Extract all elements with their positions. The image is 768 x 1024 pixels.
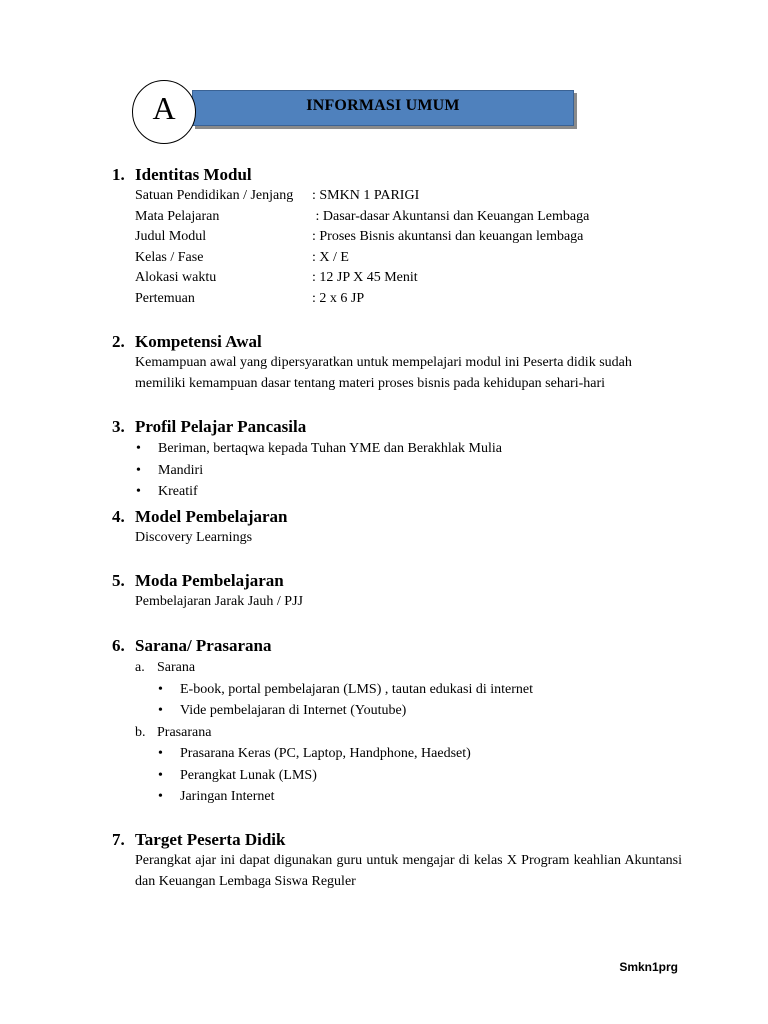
banner-letter-circle: A	[132, 80, 196, 144]
list-item-text: Perangkat Lunak (LMS)	[180, 767, 317, 783]
bullet-list	[112, 438, 682, 503]
section-number: 5.	[112, 571, 125, 590]
identity-value: : Dasar-dasar Akuntansi dan Keuangan Lembaga	[312, 208, 590, 224]
identity-key: Kelas / Fase	[135, 249, 204, 265]
list-item	[112, 679, 682, 701]
sub-heading	[135, 722, 682, 744]
section-title: Identitas Modul	[135, 165, 252, 184]
section-banner	[132, 80, 592, 146]
section-title: Profil Pelajar Pancasila	[135, 417, 307, 436]
list-item	[112, 460, 682, 482]
list-item	[112, 481, 682, 503]
identity-row	[135, 227, 682, 248]
section-paragraph: Pembelajaran Jarak Jauh / PJJ	[135, 594, 303, 609]
identity-value: : X / E	[312, 249, 349, 265]
identity-row	[135, 289, 682, 310]
section-heading	[112, 635, 682, 657]
identity-value: : SMKN 1 PARIGI	[312, 188, 420, 203]
section-heading	[112, 416, 682, 438]
section-number: 3.	[112, 417, 125, 436]
banner-bar	[192, 90, 574, 126]
identity-value: : Proses Bisnis akuntansi dan keuangan lembaga	[312, 229, 584, 244]
section-number: 7.	[112, 830, 125, 849]
identity-table	[135, 186, 682, 309]
bullet-list	[112, 743, 682, 808]
section-heading	[112, 570, 682, 592]
section-sarana-prasarana	[112, 635, 682, 808]
list-item-text: E-book, portal pembelajaran (LMS) , tautan edukasi di internet	[180, 681, 534, 697]
section-title: Model Pembelajaran	[135, 507, 288, 526]
sub-letter: b.	[135, 724, 146, 740]
list-item	[112, 700, 682, 722]
bullet-icon: •	[136, 484, 141, 499]
section-heading	[112, 164, 682, 186]
bullet-icon: •	[158, 746, 163, 761]
section-kompetensi-awal	[112, 331, 682, 394]
list-item	[112, 743, 682, 765]
section-title: Target Peserta Didik	[135, 830, 286, 849]
section-heading	[112, 829, 682, 851]
bullet-icon: •	[158, 767, 163, 783]
bullet-icon: •	[158, 681, 163, 697]
prasarana-block	[135, 722, 682, 744]
section-title: Sarana/ Prasarana	[135, 636, 272, 655]
section-title: Kompetensi Awal	[135, 332, 262, 351]
sub-letter: a.	[135, 660, 145, 675]
sub-label: Sarana	[157, 660, 196, 675]
list-item	[112, 765, 682, 787]
identity-key: Satuan Pendidikan / Jenjang	[135, 188, 294, 203]
identity-value: : 2 x 6 JP	[312, 290, 365, 306]
sub-label: Prasarana	[157, 724, 212, 740]
section-moda-pembelajaran	[112, 570, 682, 613]
sub-heading	[135, 657, 682, 679]
section-identitas-modul	[112, 164, 682, 309]
sarana-block	[135, 657, 682, 679]
list-item-text: Kreatif	[158, 484, 198, 499]
list-item	[112, 438, 682, 460]
section-heading	[112, 506, 682, 528]
footer-label: Smkn1prg	[619, 960, 678, 974]
banner-title: INFORMASI UMUM	[306, 97, 460, 114]
section-paragraph: Perangkat ajar ini dapat digunakan guru untuk mengajar di kelas X Program keahlian Akuntansi dan Keuangan Lembaga Siswa Reguler	[135, 853, 682, 889]
identity-key: Judul Modul	[135, 229, 207, 244]
section-paragraph: Kemampuan awal yang dipersyaratkan untuk mempelajari modul ini Peserta didik sudah memiliki kemampuan dasar tentang materi proses bisnis pada kehidupan sehari-hari	[135, 355, 632, 391]
section-target-peserta-didik	[112, 829, 682, 892]
identity-row	[135, 186, 682, 207]
section-number: 6.	[112, 636, 125, 655]
section-profil-pelajar	[112, 416, 682, 503]
bullet-icon: •	[158, 789, 163, 804]
list-item-text: Vide pembelajaran di Internet (Youtube)	[180, 703, 407, 718]
bullet-icon: •	[136, 462, 141, 478]
section-number: 4.	[112, 507, 125, 526]
list-item-text: Beriman, bertaqwa kepada Tuhan YME dan Berakhlak Mulia	[158, 441, 502, 456]
bullet-icon: •	[158, 703, 163, 718]
section-heading	[112, 331, 682, 353]
identity-row	[135, 207, 682, 228]
list-item-text: Jaringan Internet	[180, 789, 275, 804]
identity-key: Pertemuan	[135, 290, 195, 306]
list-item-text: Mandiri	[158, 462, 204, 478]
section-model-pembelajaran	[112, 506, 682, 549]
section-title: Moda Pembelajaran	[135, 571, 284, 590]
identity-key: Alokasi waktu	[135, 270, 217, 285]
section-paragraph: Discovery Learnings	[135, 530, 253, 545]
list-item	[112, 786, 682, 808]
identity-value: : 12 JP X 45 Menit	[312, 270, 418, 285]
identity-key: Mata Pelajaran	[135, 208, 220, 224]
identity-row	[135, 268, 682, 289]
section-number: 2.	[112, 332, 125, 351]
section-number: 1.	[112, 165, 125, 184]
identity-row	[135, 248, 682, 269]
list-item-text: Prasarana Keras (PC, Laptop, Handphone, Haedset)	[180, 746, 471, 761]
bullet-icon: •	[136, 441, 141, 456]
bullet-list	[112, 679, 682, 722]
